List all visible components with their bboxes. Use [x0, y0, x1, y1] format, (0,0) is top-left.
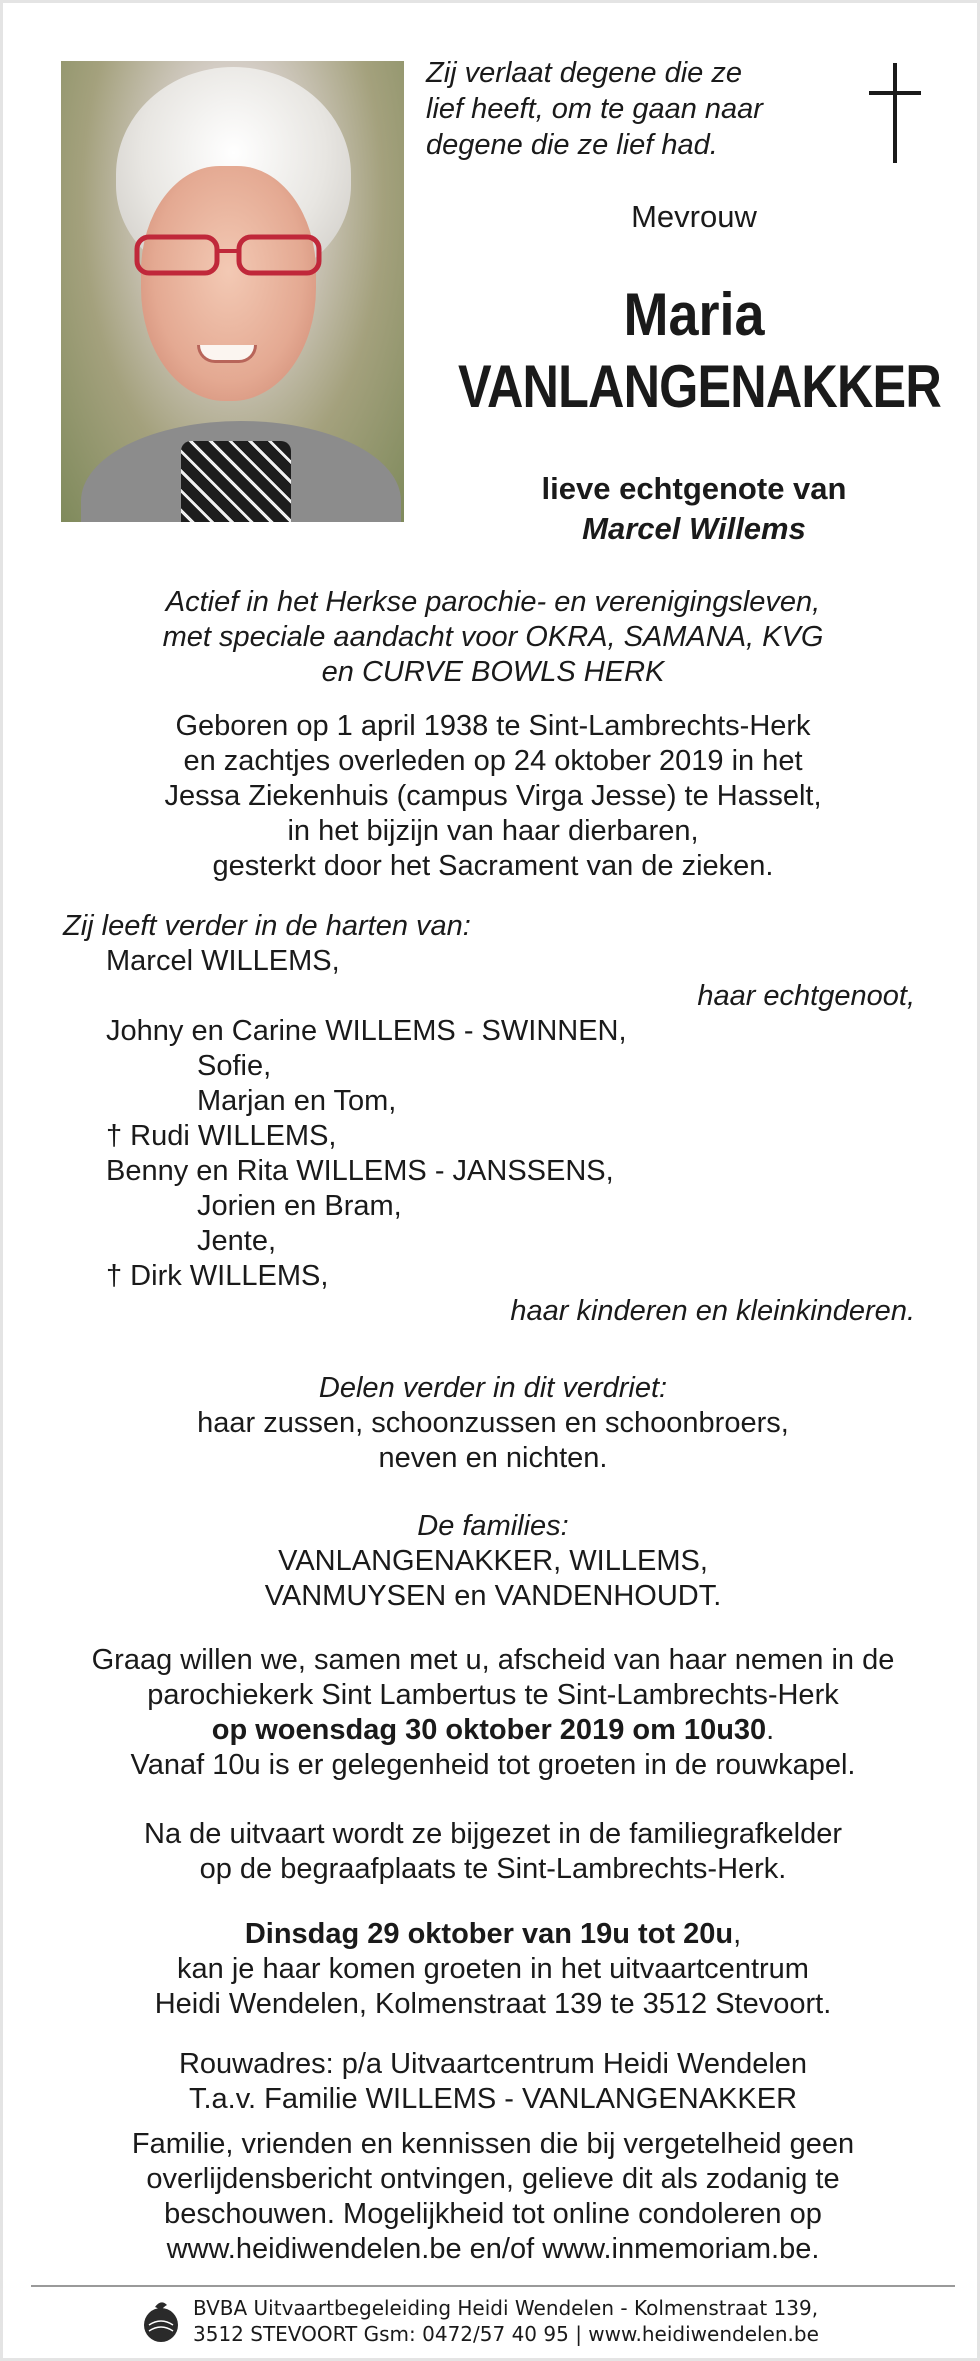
portrait-photo [61, 61, 404, 522]
family-member: Marcel WILLEMS, [106, 945, 340, 977]
footer-line-2: 3512 STEVOORT Gsm: 0472/57 40 95 | www.heidiwendelen.be [193, 2322, 819, 2346]
life-line: Geboren op 1 april 1938 te Sint-Lambrechts-Herk [175, 710, 811, 742]
photo-blouse [181, 441, 291, 522]
farewell-line: Vanaf 10u is er gelegenheid tot groeten in de rouwkapel. [130, 1749, 856, 1781]
spouse-intro: lieve echtgenote van [541, 471, 847, 506]
visitation-date: Dinsdag 29 oktober van 19u tot 20u [244, 1918, 734, 1950]
burial-line: op de begraafplaats te Sint-Lambrechts-Herk. [199, 1853, 787, 1885]
activities-line: Actief in het Herkse parochie- en verenigingsleven, [165, 586, 821, 618]
deceased-surname: VANLANGENAKKER [457, 353, 941, 420]
farewell-date-suffix: . [766, 1714, 775, 1746]
family-member: † Dirk WILLEMS, [106, 1260, 329, 1292]
life-line: Jessa Ziekenhuis (campus Virga Jesse) te Hasselt, [164, 780, 822, 812]
sorrow-line: haar zussen, schoonzussen en schoonbroers, [197, 1407, 789, 1439]
quote-line: degene die ze lief had. [426, 129, 718, 161]
family-member: Marjan en Tom, [197, 1085, 397, 1117]
family-intro: Zij leeft verder in de harten van: [63, 910, 471, 942]
photo-face [141, 166, 316, 401]
life-line: en zachtjes overleden op 24 oktober 2019 in het [183, 745, 803, 777]
dove-globe-logo-icon [141, 2299, 181, 2345]
activities-line: met speciale aandacht voor OKRA, SAMANA, KVG [162, 621, 824, 653]
address-line: Rouwadres: p/a Uitvaartcentrum Heidi Wendelen [178, 2048, 808, 2080]
families-line: VANLANGENAKKER, WILLEMS, [278, 1545, 708, 1577]
visitation-date-line [43, 1917, 943, 1952]
farewell-line: parochiekerk Sint Lambertus te Sint-Lambrechts-Herk [147, 1679, 839, 1711]
farewell-date: op woensdag 30 oktober 2019 om 10u30 [211, 1714, 767, 1746]
family-member: † Rudi WILLEMS, [106, 1120, 337, 1152]
photo-smile [197, 345, 257, 363]
latin-cross-icon [869, 63, 921, 163]
burial-line: Na de uitvaart wordt ze bijgezet in de familiegrafkelder [144, 1818, 842, 1850]
closing-paragraph [43, 2127, 943, 2267]
family-role: haar echtgenoot, [697, 980, 915, 1012]
closing-line: overlijdensbericht ontvingen, gelieve dit als zodanig te [146, 2163, 840, 2195]
activities-line: en CURVE BOWLS HERK [321, 656, 665, 688]
visitation-line: Heidi Wendelen, Kolmenstraat 139 te 3512 Stevoort. [154, 1988, 832, 2020]
family-list [63, 909, 923, 1329]
photo-glasses [133, 231, 323, 279]
closing-line: www.heidiwendelen.be en/of www.inmemoriam.be. [166, 2233, 820, 2265]
family-member: Jente, [197, 1225, 276, 1257]
family-member: Sofie, [197, 1050, 272, 1082]
visitation-paragraph [43, 1917, 943, 2022]
opening-quote [426, 55, 806, 163]
farewell-paragraph [43, 1643, 943, 1783]
sorrow-intro: Delen verder in dit verdriet: [318, 1372, 668, 1404]
family-member: Johny en Carine WILLEMS - SWINNEN, [106, 1015, 627, 1047]
families-intro: De families: [417, 1510, 569, 1542]
family-member: Benny en Rita WILLEMS - JANSSENS, [106, 1155, 614, 1187]
farewell-date-line [43, 1713, 943, 1748]
quote-line: Zij verlaat degene die ze [426, 57, 742, 89]
footer-divider [31, 2285, 955, 2287]
deceased-first-name: Maria [623, 281, 765, 348]
farewell-line: Graag willen we, samen met u, afscheid van haar nemen in de [91, 1644, 895, 1676]
life-line: gesterkt door het Sacrament van de zieken. [212, 850, 774, 882]
families-line: VANMUYSEN en VANDENHOUDT. [264, 1580, 722, 1612]
spouse-name: Marcel Willems [582, 511, 806, 546]
footer-line-1: BVBA Uitvaartbegeleiding Heidi Wendelen - Kolmenstraat 139, [193, 2296, 819, 2320]
family-role: haar kinderen en kleinkinderen. [510, 1295, 915, 1327]
closing-line: beschouwen. Mogelijkheid tot online condoleren op [164, 2198, 822, 2230]
quote-line: lief heeft, om te gaan naar [426, 93, 763, 125]
honorific-title: Mevrouw [631, 199, 757, 234]
family-member: Jorien en Bram, [197, 1190, 402, 1222]
sorrow-line: neven en nichten. [378, 1442, 608, 1474]
activities-paragraph [43, 585, 943, 690]
closing-line: Familie, vrienden en kennissen die bij vergetelheid geen [131, 2128, 855, 2160]
footer-text [193, 2295, 893, 2347]
families-paragraph [43, 1509, 943, 1614]
visitation-line: kan je haar komen groeten in het uitvaartcentrum [177, 1953, 809, 1985]
address-line: T.a.v. Familie WILLEMS - VANLANGENAKKER [188, 2083, 798, 2115]
life-paragraph [43, 709, 943, 884]
visitation-date-suffix: , [733, 1918, 742, 1950]
burial-paragraph [43, 1817, 943, 1887]
address-paragraph [43, 2047, 943, 2117]
sorrow-paragraph [43, 1371, 943, 1476]
life-line: in het bijzijn van haar dierbaren, [287, 815, 699, 847]
